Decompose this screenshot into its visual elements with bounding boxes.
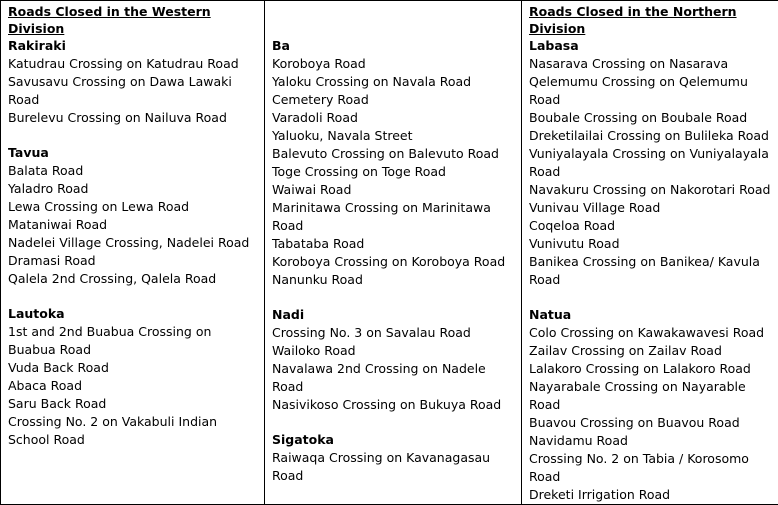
section [272, 306, 514, 414]
column-heading: Roads Closed in the Northern Division [529, 3, 771, 20]
list-item: Varadoli Road [272, 109, 514, 127]
list-item: Nanunku Road [272, 271, 514, 289]
road-list [272, 449, 514, 485]
table-row [1, 1, 778, 505]
western-division-continued-column [265, 1, 522, 505]
section [272, 37, 514, 289]
list-item: Waiwai Road [272, 181, 514, 199]
list-item: Zailav Crossing on Zailav Road [529, 342, 771, 360]
list-item: Koroboya Crossing on Koroboya Road [272, 253, 514, 271]
list-item: Balevuto Crossing on Balevuto Road [272, 145, 514, 163]
section-title: Ba [272, 37, 514, 55]
section-title: Tavua [8, 144, 257, 162]
list-item: Saru Back Road [8, 395, 257, 413]
list-item: Raiwaqa Crossing on Kavanagasau Road [272, 449, 514, 485]
list-item: Yaluoku, Navala Street [272, 127, 514, 145]
list-item: Toge Crossing on Toge Road [272, 163, 514, 181]
list-item: Yaladro Road [8, 180, 257, 198]
list-item: Cemetery Road [272, 91, 514, 109]
list-item: Crossing No. 2 on Vakabuli Indian School Road [8, 413, 257, 449]
column-heading [272, 3, 514, 20]
list-item: Vunivutu Road [529, 235, 771, 253]
list-item: Lewa Crossing on Lewa Road [8, 198, 257, 216]
list-item: Katudrau Crossing on Katudrau Road [8, 55, 257, 73]
list-item: Tabataba Road [272, 235, 514, 253]
list-item: Buavou Crossing on Buavou Road [529, 414, 771, 432]
list-item: Coqeloa Road [529, 217, 771, 235]
list-item: Navidamu Road [529, 432, 771, 450]
list-item: Colo Crossing on Kawakawavesi Road [529, 324, 771, 342]
list-item: Banikea Crossing on Banikea/ Kavula Road [529, 253, 771, 289]
list-item: Qelemumu Crossing on Qelemumu Road [529, 73, 771, 109]
section [529, 37, 771, 289]
section [8, 144, 257, 288]
list-item: Wailoko Road [272, 342, 514, 360]
list-item: Abaca Road [8, 377, 257, 395]
list-item: Savusavu Crossing on Dawa Lawaki Road [8, 73, 257, 109]
list-item: Balata Road [8, 162, 257, 180]
northern-division-column [522, 1, 778, 505]
list-item: Nadelei Village Crossing, Nadelei Road [8, 234, 257, 252]
section-title: Nadi [272, 306, 514, 324]
road-list [8, 162, 257, 288]
western-division-column [1, 1, 265, 505]
list-item: Navalawa 2nd Crossing on Nadele Road [272, 360, 514, 396]
list-item: Lalakoro Crossing on Lalakoro Road [529, 360, 771, 378]
list-item: Navakuru Crossing on Nakorotari Road [529, 181, 771, 199]
section-title: Lautoka [8, 305, 257, 323]
road-list [8, 323, 257, 449]
road-list [8, 55, 257, 127]
list-item: Vuniyalayala Crossing on Vuniyalayala Road [529, 145, 771, 181]
list-item: Yaloku Crossing on Navala Road [272, 73, 514, 91]
list-item: Nasarava Crossing on Nasarava [529, 55, 771, 73]
section-title: Labasa [529, 37, 771, 55]
section [529, 306, 771, 504]
section [272, 431, 514, 485]
section-title: Rakiraki [8, 37, 257, 55]
list-item: Crossing No. 2 on Tabia / Korosomo Road [529, 450, 771, 486]
section-title: Sigatoka [272, 431, 514, 449]
section [8, 37, 257, 127]
list-item: Nasivikoso Crossing on Bukuya Road [272, 396, 514, 414]
list-item: Qalela 2nd Crossing, Qalela Road [8, 270, 257, 288]
list-item: Mataniwai Road [8, 216, 257, 234]
list-item: Dreketilailai Crossing on Bulileka Road [529, 127, 771, 145]
column-heading: Roads Closed in the Western Division [8, 3, 257, 20]
list-item: Dreketi Irrigation Road [529, 486, 771, 504]
section [8, 305, 257, 449]
road-list [529, 324, 771, 504]
road-list [529, 55, 771, 289]
list-item: Nayarabale Crossing on Nayarable Road [529, 378, 771, 414]
list-item: Crossing No. 3 on Savalau Road [272, 324, 514, 342]
list-item: Koroboya Road [272, 55, 514, 73]
list-item: Vunivau Village Road [529, 199, 771, 217]
list-item: Burelevu Crossing on Nailuva Road [8, 109, 257, 127]
list-item: Dramasi Road [8, 252, 257, 270]
list-item: Marinitawa Crossing on Marinitawa Road [272, 199, 514, 235]
section-title: Natua [529, 306, 771, 324]
list-item: Boubale Crossing on Boubale Road [529, 109, 771, 127]
road-list [272, 324, 514, 414]
list-item: 1st and 2nd Buabua Crossing on Buabua Road [8, 323, 257, 359]
road-list [272, 55, 514, 289]
list-item: Vuda Back Road [8, 359, 257, 377]
